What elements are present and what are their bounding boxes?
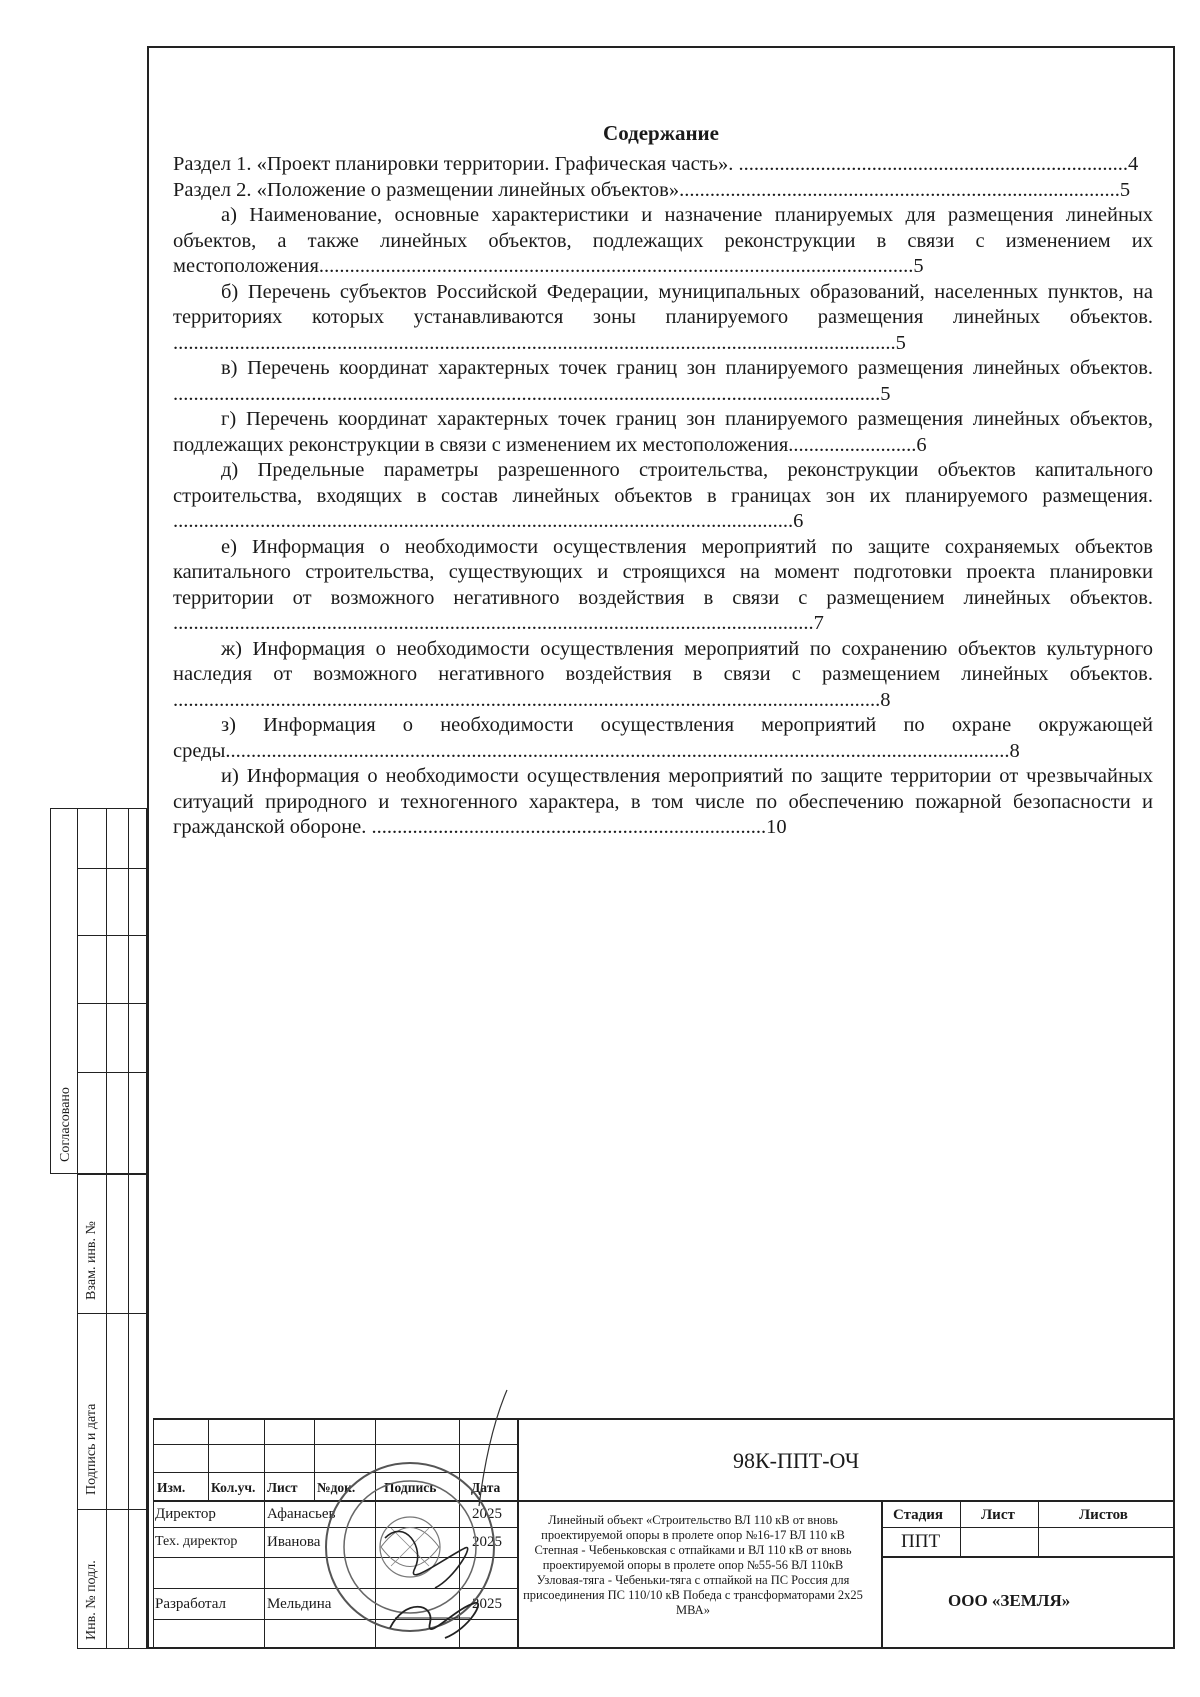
name-tech-director: Иванова	[267, 1534, 321, 1550]
title-block	[153, 1418, 1175, 1649]
side-label-sign-date: Подпись и дата	[84, 1403, 99, 1495]
role-director: Директор	[155, 1506, 216, 1522]
side-label-agreed: Согласовано	[58, 1087, 73, 1162]
date-director: 2025	[472, 1506, 502, 1522]
name-developer: Мельдина	[267, 1596, 332, 1612]
date-developer: 2025	[472, 1596, 502, 1612]
header-kol: Кол.уч.	[211, 1480, 256, 1495]
role-tech-director: Тех. директор	[155, 1534, 238, 1549]
table-of-contents	[173, 152, 1153, 841]
toc-entry: е) Информация о необходимости осуществления мероприятий по защите сохраняемых объектов капитального строительства, существующих и строящихся на момент подготовки проекта планировки территории от возможного негативного воздействия в связи с размещением линейных объектов. .............................................................................................................................7	[173, 535, 1153, 634]
header-izm: Изм.	[157, 1480, 186, 1495]
header-list: Лист	[267, 1480, 298, 1495]
stage-value: ППТ	[901, 1531, 941, 1552]
toc-entry: г) Перечень координат характерных точек границ зон планируемого размещения линейных объектов, подлежащих реконструкции в связи с изменением их местоположения.........................6	[173, 408, 1153, 456]
date-tech-director: 2025	[472, 1534, 502, 1550]
header-ndok: №док.	[317, 1480, 356, 1495]
toc-title: Содержание	[603, 121, 719, 145]
project-description: Линейный объект «Строительство ВЛ 110 кВ от вновь проектируемой опоры в пролете опор №16-17 ВЛ 110 кВ Степная - Чебеньковская с отпайками и ВЛ 110 кВ от вновь проектируемой опоры в пролете опор №55-56 ВЛ 110кВ Узловая-тяга - Чебеньки-тяга с отпайкой на ПС Россия для присоединения ПС 110/10 кВ Победа с трансформаторами 2х25 МВА»	[523, 1513, 863, 1617]
toc-entry: д) Предельные параметры разрешенного строительства, реконструкции объектов капитального строительства, входящих в состав линейных объектов в границах зон их планируемого размещения. .........................................................................................................................6	[173, 459, 1153, 532]
signature-stroke	[475, 1388, 515, 1508]
toc-entry: ж) Информация о необходимости осуществления мероприятий по сохранению объектов культурного наследия от возможного негативного воздействия в связи с размещением линейных объектов. ..........................................................................................................................................8	[173, 637, 1153, 711]
role-developer: Разработал	[155, 1596, 227, 1612]
header-stage: Стадия	[893, 1507, 944, 1523]
header-sheet: Лист	[981, 1507, 1015, 1523]
header-data: Дата	[471, 1480, 501, 1495]
toc-entry: б) Перечень субъектов Российской Федерации, муниципальных образований, населенных пунктов, на территориях которых устанавливаются зоны планируемого размещения линейных объектов. .............................................................................................................................................5	[173, 280, 1153, 354]
organization-name: ООО «ЗЕМЛЯ»	[948, 1591, 1071, 1610]
toc-entry: з) Информация о необходимости осуществления мероприятий по охране окружающей среды.........................................................................................................................................................8	[173, 714, 1153, 762]
header-sheets: Листов	[1079, 1507, 1128, 1523]
toc-entry: Раздел 1. «Проект планировки территории. Графическая часть». ............................................................................4	[173, 153, 1139, 175]
side-label-replaced-inv: Взам. инв. №	[84, 1221, 99, 1300]
toc-entry: и) Информация о необходимости осуществления мероприятий по защите территории от чрезвычайных ситуаций природного и техногенного характера, в том числе по обеспечению пожарной безопасности и гражданской обороне. .............................................................................10	[173, 765, 1153, 838]
header-podpis: Подпись	[384, 1480, 437, 1495]
toc-entry: Раздел 2. «Положение о размещении линейных объектов»......................................................................................5	[173, 178, 1131, 201]
side-label-inv-orig: Инв. № подл.	[84, 1560, 99, 1640]
document-code: 98К-ППТ-ОЧ	[733, 1448, 860, 1473]
toc-entry: в) Перечень координат характерных точек границ зон планируемого размещения линейных объектов. ..........................................................................................................................................5	[173, 357, 1153, 405]
toc-entry: а) Наименование, основные характеристики и назначение планируемых для размещения линейных объектов, а также линейных объектов, подлежащих реконструкции в связи с изменением их местоположения....................................................................................................................5	[173, 204, 1153, 277]
name-director: Афанасьев	[267, 1506, 336, 1522]
page-frame	[147, 46, 1175, 1649]
